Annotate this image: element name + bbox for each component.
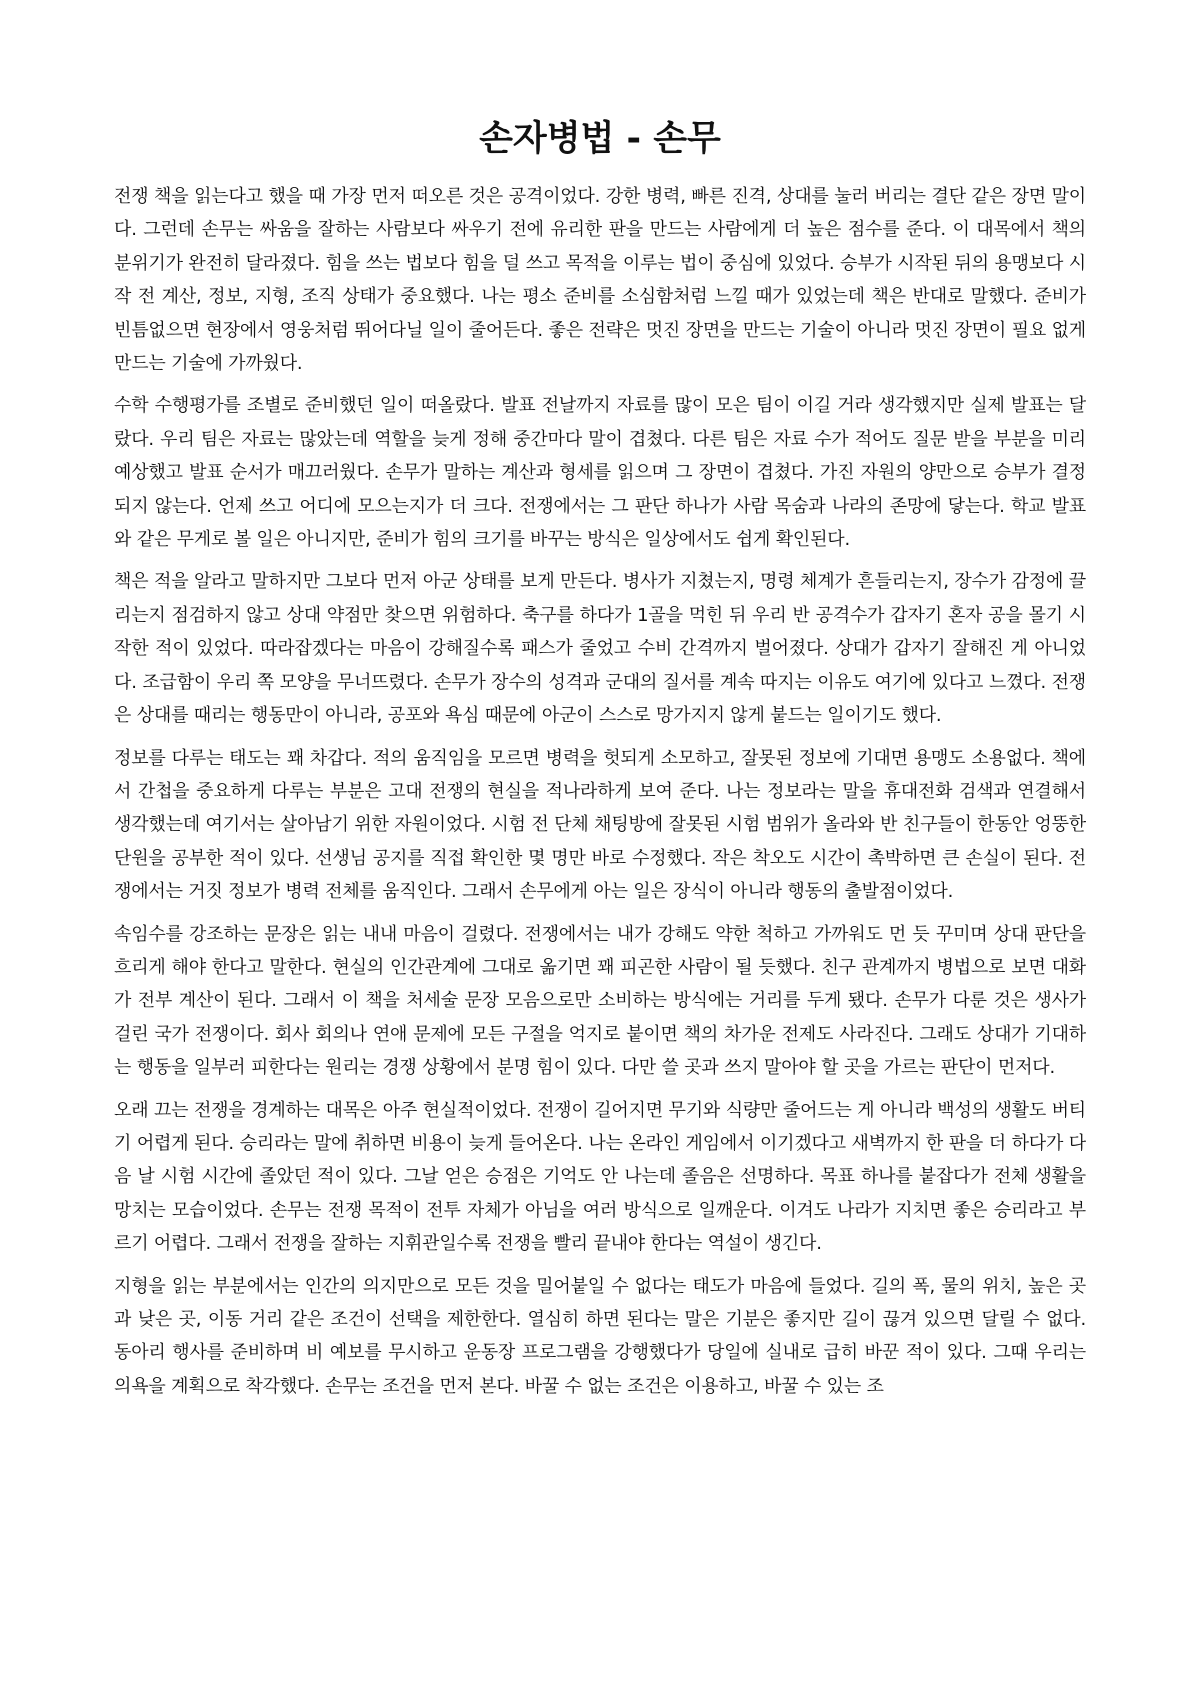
- paragraph-3: 책은 적을 알라고 말하지만 그보다 먼저 아군 상태를 보게 만든다. 병사가 지쳤는지, 명령 체계가 흔들리는지, 장수가 감정에 끌리는지 점검하지 않고 상대 약점만 찾으면 위험하다. 축구를 하다가 1골을 먹힌 뒤 우리 반 공격수가 갑자기 혼자 공을 몰기 시작한 적이 있었다. 따라잡겠다는 마음이 강해질수록 패스가 줄었고 수비 간격까지 벌어졌다. 상대가 갑자기 잘해진 게 아니었다. 조급함이 우리 쪽 모양을 무너뜨렸다. 손무가 장수의 성격과 군대의 질서를 계속 따지는 이유도 여기에 있다고 느꼈다. 전쟁은 상대를 때리는 행동만이 아니라, 공포와 욕심 때문에 아군이 스스로 망가지지 않게 붙드는 일이기도 했다.: [114, 571, 1086, 727]
- paragraph-7: 지형을 읽는 부분에서는 인간의 의지만으로 모든 것을 밀어붙일 수 없다는 태도가 마음에 들었다. 길의 폭, 물의 위치, 높은 곳과 낮은 곳, 이동 거리 같은 조건이 선택을 제한한다. 열심히 하면 된다는 말은 기분은 좋지만 길이 끊겨 있으면 달릴 수 없다. 동아리 행사를 준비하며 비 예보를 무시하고 운동장 프로그램을 강행했다가 당일에 실내로 급히 바꾼 적이 있다. 그때 우리는 의욕을 계획으로 착각했다. 손무는 조건을 먼저 본다. 바꿀 수 없는 조건은 이용하고, 바꿀 수 있는 조: [114, 1275, 1086, 1397]
- paragraph-1: 전쟁 책을 읽는다고 했을 때 가장 먼저 떠오른 것은 공격이었다. 강한 병력, 빠른 진격, 상대를 눌러 버리는 결단 같은 장면 말이다. 그런데 손무는 싸움을 잘하는 사람보다 싸우기 전에 유리한 판을 만드는 사람에게 더 높은 점수를 준다. 이 대목에서 책의 분위기가 완전히 달라졌다. 힘을 쓰는 법보다 힘을 덜 쓰고 목적을 이루는 법이 중심에 있었다. 승부가 시작된 뒤의 용맹보다 시작 전 계산, 정보, 지형, 조직 상태가 중요했다. 나는 평소 준비를 소심함처럼 느낄 때가 있었는데 책은 반대로 말했다. 준비가 빈틈없으면 현장에서 영웅처럼 뛰어다닐 일이 줄어든다. 좋은 전략은 멋진 장면을 만드는 기술이 아니라 멋진 장면이 필요 없게 만드는 기술에 가까웠다.: [114, 186, 1086, 375]
- paragraph-2: 수학 수행평가를 조별로 준비했던 일이 떠올랐다. 발표 전날까지 자료를 많이 모은 팀이 이길 거라 생각했지만 실제 발표는 달랐다. 우리 팀은 자료는 많았는데 역할을 늦게 정해 중간마다 말이 겹쳤다. 다른 팀은 자료 수가 적어도 질문 받을 부분을 미리 예상했고 발표 순서가 매끄러웠다. 손무가 말하는 계산과 형세를 읽으며 그 장면이 겹쳤다. 가진 자원의 양만으로 승부가 결정되지 않는다. 언제 쓰고 어디에 모으는지가 더 크다. 전쟁에서는 그 판단 하나가 사람 목숨과 나라의 존망에 닿는다. 학교 발표와 같은 무게로 볼 일은 아니지만, 준비가 힘의 크기를 바꾸는 방식은 일상에서도 쉽게 확인된다.: [114, 395, 1086, 551]
- paragraph-5: 속임수를 강조하는 문장은 읽는 내내 마음이 걸렸다. 전쟁에서는 내가 강해도 약한 척하고 가까워도 먼 듯 꾸미며 상대 판단을 흐리게 해야 한다고 말한다. 현실의 인간관계에 그대로 옮기면 꽤 피곤한 사람이 될 듯했다. 친구 관계까지 병법으로 보면 대화가 전부 계산이 된다. 그래서 이 책을 처세술 문장 모음으로만 소비하는 방식에는 거리를 두게 됐다. 손무가 다룬 것은 생사가 걸린 국가 전쟁이다. 회사 회의나 연애 문제에 모든 구절을 억지로 붙이면 책의 차가운 전제도 사라진다. 그래도 상대가 기대하는 행동을 일부러 피한다는 원리는 경쟁 상황에서 분명 힘이 있다. 다만 쓸 곳과 쓰지 말아야 할 곳을 가르는 판단이 먼저다.: [114, 923, 1086, 1079]
- document-page: [114, 112, 1086, 1412]
- document-title: 손자병법 - 손무: [479, 119, 721, 159]
- paragraph-6: 오래 끄는 전쟁을 경계하는 대목은 아주 현실적이었다. 전쟁이 길어지면 무기와 식량만 줄어드는 게 아니라 백성의 생활도 버티기 어렵게 된다. 승리라는 말에 취하면 비용이 늦게 들어온다. 나는 온라인 게임에서 이기겠다고 새벽까지 한 판을 더 하다가 다음 날 시험 시간에 졸았던 적이 있다. 그날 얻은 승점은 기억도 안 나는데 졸음은 선명하다. 목표 하나를 붙잡다가 전체 생활을 망치는 모습이었다. 손무는 전쟁 목적이 전투 자체가 아님을 여러 방식으로 일깨운다. 이겨도 나라가 지치면 좋은 승리라고 부르기 어렵다. 그래서 전쟁을 잘하는 지휘관일수록 전쟁을 빨리 끝내야 한다는 역설이 생긴다.: [114, 1099, 1086, 1255]
- paragraph-4: 정보를 다루는 태도는 꽤 차갑다. 적의 움직임을 모르면 병력을 헛되게 소모하고, 잘못된 정보에 기대면 용맹도 소용없다. 책에서 간첩을 중요하게 다루는 부분은 고대 전쟁의 현실을 적나라하게 보여 준다. 나는 정보라는 말을 휴대전화 검색과 연결해서 생각했는데 여기서는 살아남기 위한 자원이었다. 시험 전 단체 채팅방에 잘못된 시험 범위가 올라와 반 친구들이 한동안 엉뚱한 단원을 공부한 적이 있다. 선생님 공지를 직접 확인한 몇 명만 바로 수정했다. 작은 착오도 시간이 촉박하면 큰 손실이 된다. 전쟁에서는 거짓 정보가 병력 전체를 움직인다. 그래서 손무에게 아는 일은 장식이 아니라 행동의 출발점이었다.: [114, 747, 1086, 903]
